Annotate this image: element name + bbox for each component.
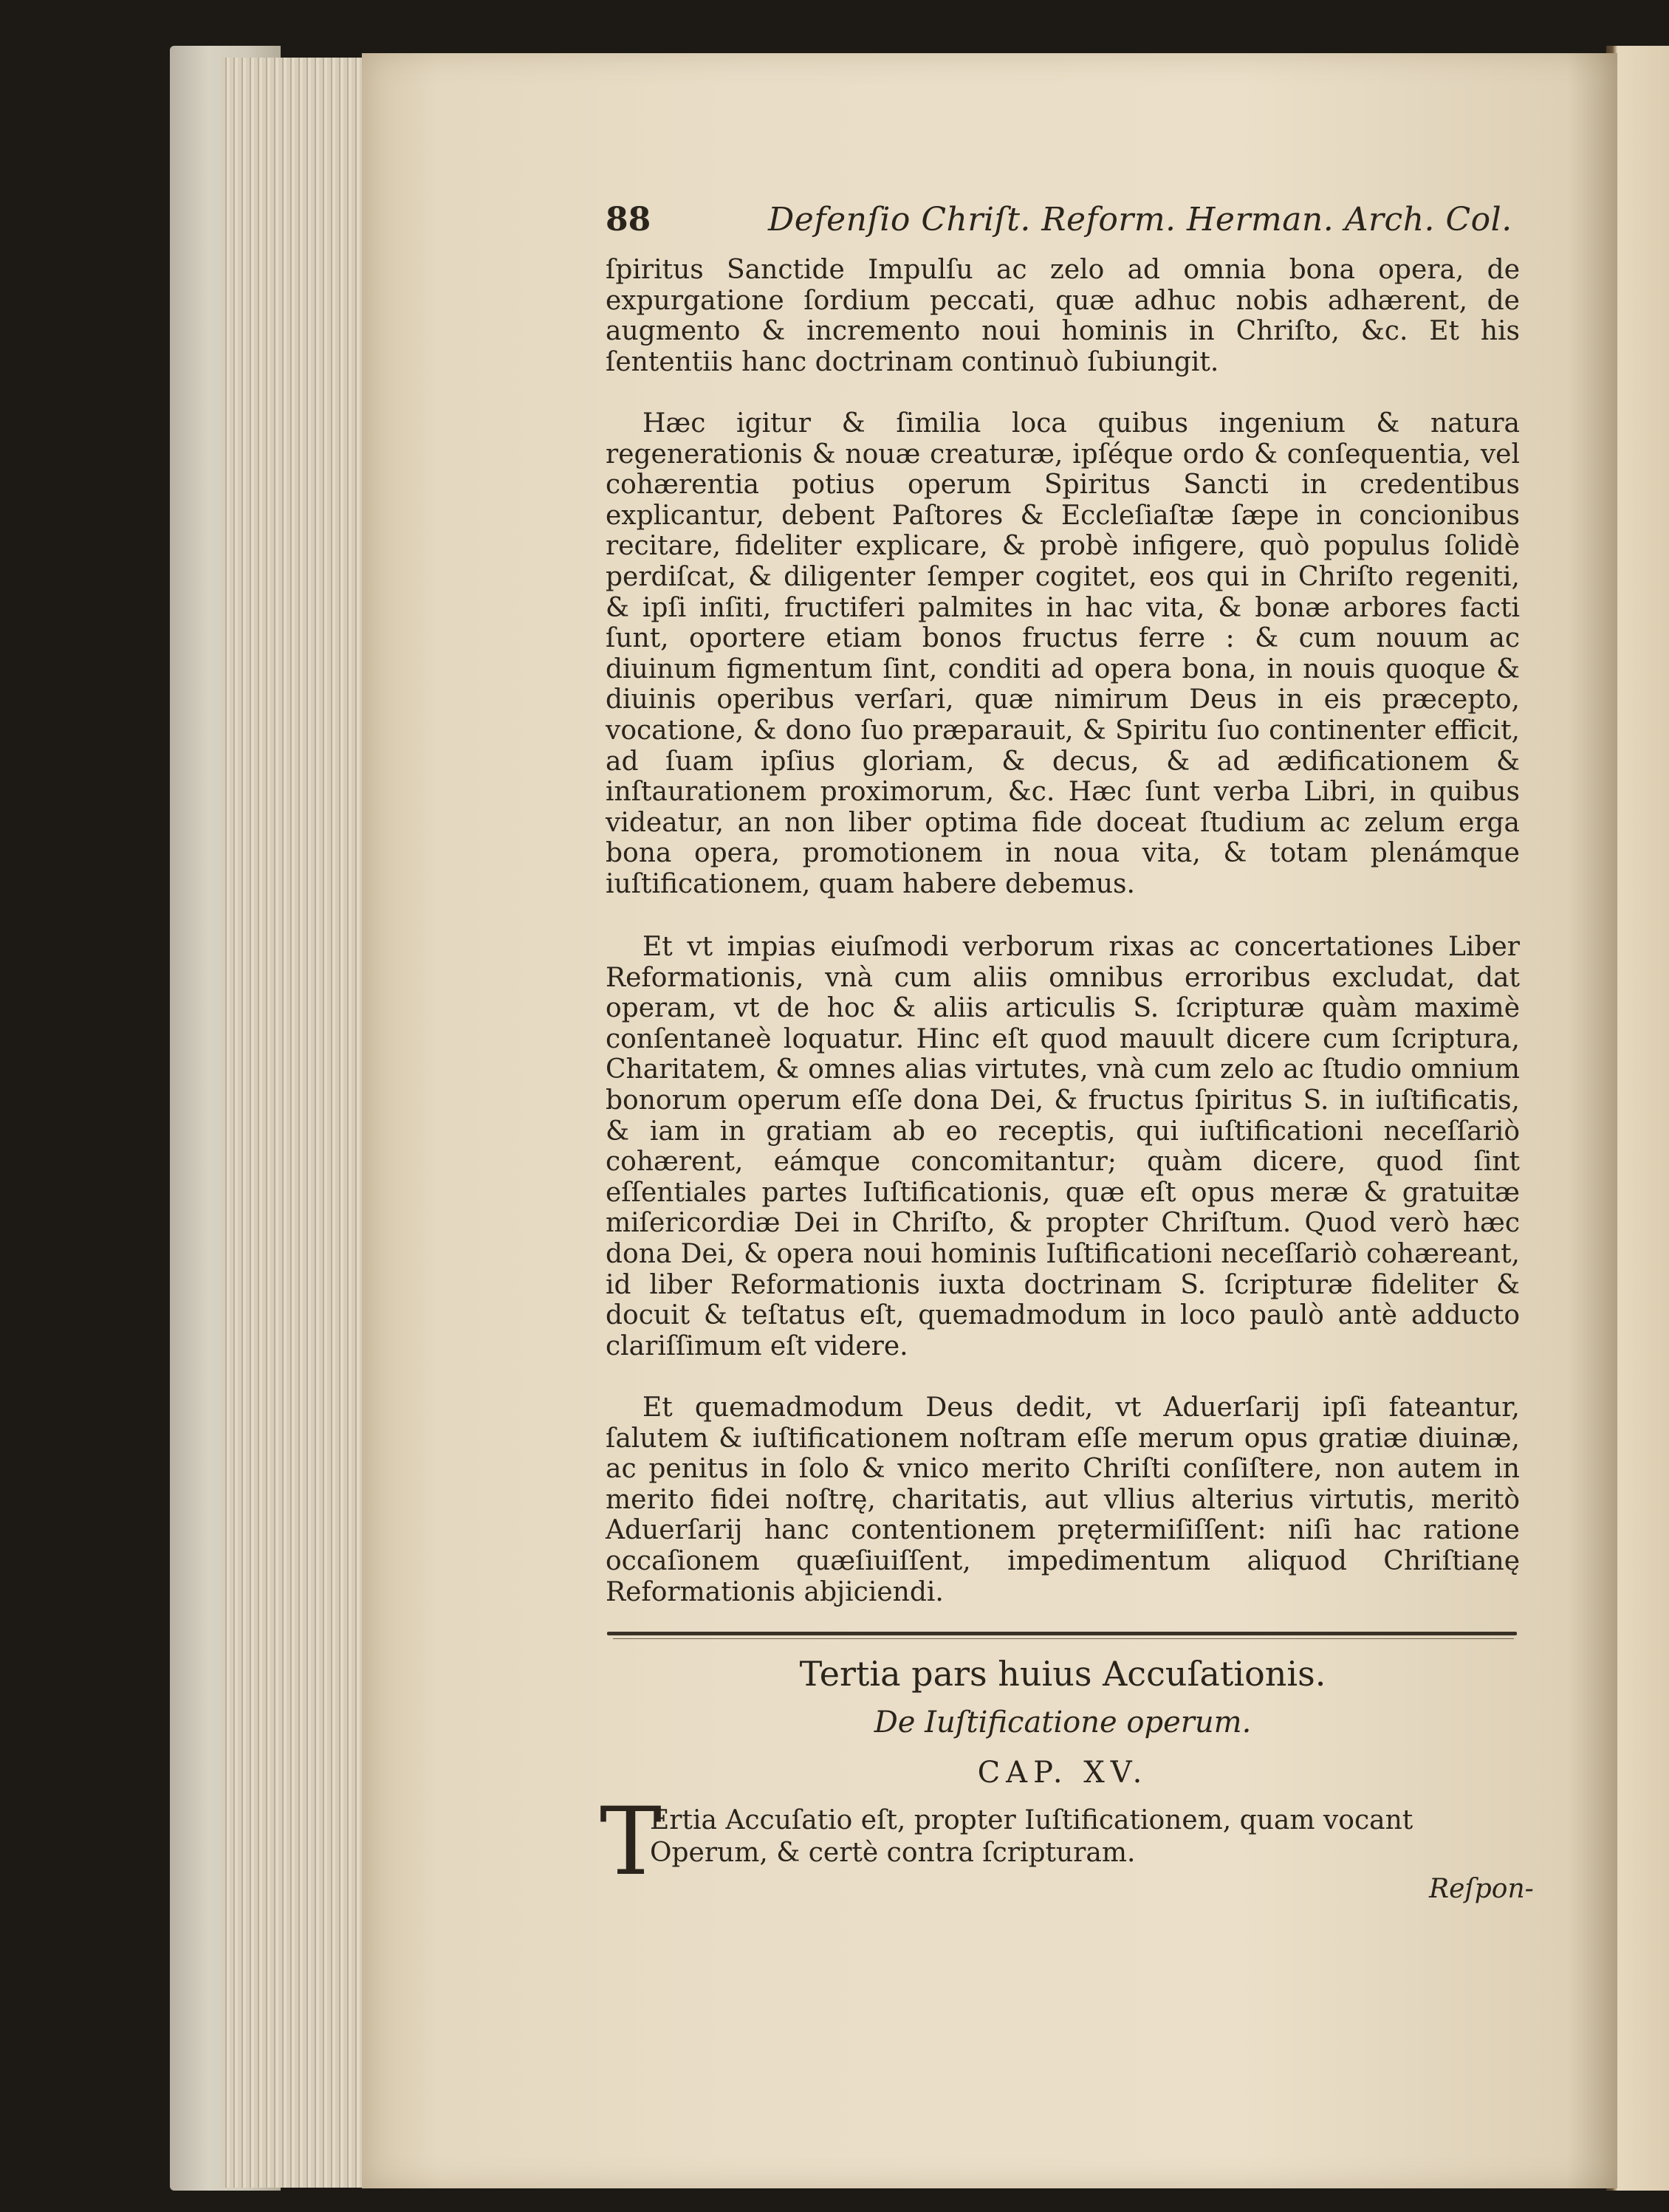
section-divider bbox=[607, 1632, 1517, 1635]
drop-cap: T bbox=[600, 1787, 662, 1896]
chapter-opening-text: Ertia Accuſatio eſt, propter Iuſtificationem, quam vocant Operum, & certè contra ſcripturam. bbox=[650, 1805, 1413, 1868]
catchword: Reſpon- bbox=[1429, 1874, 1534, 1904]
running-header bbox=[606, 201, 1514, 245]
section-title: Tertia pars huius Accuſationis. bbox=[799, 1654, 1326, 1694]
section-divider-thin bbox=[613, 1638, 1514, 1639]
paragraph-3: Et vt impias eiuſmodi verborum rixas ac concertationes Liber Reformationis, vnà cum aliis omnibus erroribus excludat, dat operam, vt de hoc & aliis articulis S. ſcripturæ quàm maximè conſentaneè loquatur. Hinc eſt quod mauult dicere cum ſcriptura, Charitatem, & omnes alias virtutes, vnà cum zelo ac ſtudio omnium bonorum operum eſſe dona Dei, & fructus ſpiritus S. in iuſtificatis, & iam in gratiam ab eo receptis, qui iuſtificationi neceſſariò cohærent, eámque concomitantur; quàm dicere, quod ſint eſſentiales partes Iuſtificationis, quæ eſt opus meræ & gratuitæ miſericordiæ Dei in Chriſto, & propter Chriſtum. Quod verò hæc dona Dei, & opera noui hominis Iuſtificationi neceſſariò cohæreant, id liber Reformationis iuxta doctrinam S. ſcripturæ fideliter & docuit & teſtatus eſt, quemadmodum in loco paulò antè adducto clariſſimum eſt videre. bbox=[606, 932, 1520, 1361]
section-subtitle: De Iuſtificatione operum. bbox=[874, 1706, 1252, 1739]
paragraph-1: ſpiritus Sanctide Impulſu ac zelo ad omnia bona opera, de expurgatione ſordium peccati, quæ adhuc nobis adhærent, de augmento & incremento noui hominis in Chriſto, &c. Et his ſententiis hanc doctrinam continuò ſubiungit. bbox=[606, 255, 1520, 377]
paragraph-2: Hæc igitur & ſimilia loca quibus ingenium & natura regenerationis & nouæ creaturæ, ipſéque ordo & conſequentia, vel cohærentia potius operum Spiritus Sancti in credentibus explicantur, debent Paſtores & Eccleſiaſtæ ſæpe in concionibus recitare, fideliter explicare, & probè infigere, quò populus ſolidè perdiſcat, & diligenter ſemper cogitet, eos qui in Chriſto regeniti, & ipſi inſiti, fructiferi palmites in hac vita, & bonæ arbores facti ſunt, oportere etiam bonos fructus ferre : & cum nouum ac diuinum figmentum ſint, conditi ad opera bona, in nouis quoque & diuinis operibus verſari, quæ nimirum Deus in eis præcepto, vocatione, & dono ſuo præparauit, & Spiritu ſuo continenter efficit, ad ſuam ipſius gloriam, & decus, & ad ædificationem & inſtaurationem proximorum, &c. Hæc ſunt verba Libri, in quibus videatur, an non liber optima fide doceat ſtudium ac zelum erga bona opera, promotionem in noua vita, & totam plenámque iuſtificationem, quam habere debemus. bbox=[606, 408, 1520, 899]
page-number: 88 bbox=[606, 201, 651, 238]
paragraph-4: Et quemadmodum Deus dedit, vt Aduerſarij ipſi fateantur, ſalutem & iuſtificationem noſtram eſſe merum opus gratiæ diuinæ, ac penitus in ſolo & vnico merito Chriſti conſiſtere, non autem in merito fidei noſtrę, charitatis, aut vllius alterius virtutis, meritò Aduerſarij hanc contentionem prętermiſiſſent: niſi hac ratione occaſionem quæſiuiſſent, impedimentum aliquod Chriſtianę Reformationis abjiciendi. bbox=[606, 1392, 1520, 1607]
page-edges bbox=[222, 58, 369, 2188]
running-title: Defenſio Chriſt. Reform. Herman. Arch. Col. bbox=[768, 201, 1512, 238]
chapter-heading: CAP. XV. bbox=[977, 1756, 1148, 1790]
